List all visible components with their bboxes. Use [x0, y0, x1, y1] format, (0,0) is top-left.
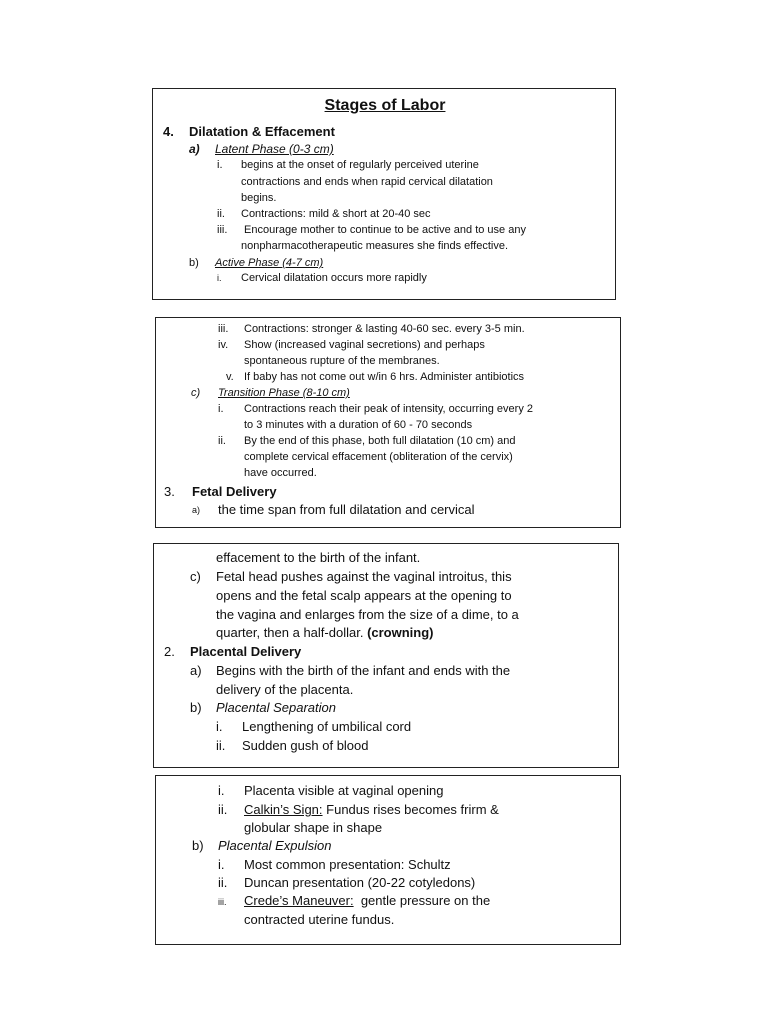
- item-text: opens and the fetal scalp appears at the opening to: [216, 588, 512, 603]
- item-text: contracted uterine fundus.: [244, 912, 395, 927]
- section-heading: Dilatation & Effacement: [189, 124, 335, 139]
- subsection-heading: Latent Phase (0-3 cm): [215, 142, 334, 156]
- subsection-heading: Active Phase (4-7 cm): [215, 257, 324, 269]
- item-text: [244, 803, 499, 816]
- item-text: have occurred.: [244, 467, 317, 479]
- item-text: delivery of the placenta.: [216, 682, 354, 697]
- item-number: i.: [217, 273, 222, 283]
- item-text: begins.: [241, 192, 277, 204]
- item-number: i.: [218, 783, 225, 798]
- item-text: Contractions: mild & short at 20-40 sec: [241, 208, 431, 220]
- item-number: i.: [216, 719, 223, 734]
- item-letter: b): [192, 838, 204, 853]
- item-text: Lengthening of umbilical cord: [242, 719, 412, 734]
- item-text: Sudden gush of blood: [242, 738, 369, 753]
- item-text: Begins with the birth of the infant and ends with the: [216, 663, 511, 678]
- item-text: If baby has not come out w/in 6 hrs. Administer antibiotics: [244, 371, 525, 383]
- item-text-line: Duncan presentation: [244, 875, 368, 890]
- item-number: ii.: [218, 802, 228, 817]
- item-text: Placenta visible at vaginal opening: [244, 783, 444, 798]
- calkins-sign-term: Calkin’s Sign:: [244, 802, 323, 817]
- card-active-transition: [155, 317, 621, 528]
- subsection-letter: a): [189, 142, 200, 156]
- item-text: Encourage mother to continue to be active and to use any: [241, 224, 526, 236]
- item-number: ii.: [216, 738, 226, 753]
- item-text: Show (increased vaginal secretions) and perhaps: [244, 339, 485, 351]
- item-number: ii.: [217, 208, 225, 220]
- cotyledons-note: (20-22 cotyledons): [367, 875, 476, 890]
- schultz-term: Schultz: [408, 857, 451, 872]
- page-title: Stages of Labor: [324, 97, 446, 114]
- card-stages-of-labor: [152, 88, 616, 300]
- section-number: 2.: [164, 644, 175, 659]
- item-text: By the end of this phase, both full dilatation (10 cm) and: [244, 435, 516, 447]
- item-number: iii.: [218, 897, 227, 907]
- item-text: nonpharmacotherapeutic measures she finds effective.: [241, 240, 509, 252]
- item-text: contractions and ends when rapid cervical dilatation: [241, 176, 493, 188]
- item-text: [216, 626, 434, 639]
- item-text: effacement to the birth of the infant.: [216, 550, 421, 565]
- item-letter: c): [190, 569, 201, 584]
- item-text: Contractions reach their peak of intensity, occurring every 2: [244, 403, 533, 415]
- subsection-letter: c): [191, 387, 201, 399]
- item-text-line: gentle pressure on the: [353, 893, 491, 908]
- card-fetal-placental: [153, 543, 619, 768]
- credes-maneuver-term: Crede’s Maneuver:: [244, 893, 354, 908]
- item-text: the time span from full dilatation and cervical: [218, 502, 475, 517]
- item-text: to 3 minutes with a duration of 60 - 70 seconds: [244, 419, 473, 431]
- subsection-heading: Transition Phase (8-10 cm): [218, 387, 350, 399]
- section-heading: Placental Delivery: [190, 644, 302, 659]
- item-text: spontaneous rupture of the membranes.: [244, 355, 440, 367]
- item-number: i.: [218, 403, 224, 415]
- item-number: ii.: [218, 435, 226, 447]
- item-number: iii.: [218, 323, 229, 335]
- section-number: 3.: [164, 484, 175, 499]
- item-number: i.: [217, 159, 223, 171]
- item-text: Cervical dilatation occurs more rapidly: [241, 272, 427, 284]
- item-text: Fetal head pushes against the vaginal introitus, this: [216, 569, 512, 584]
- subsection-letter: b): [189, 257, 199, 269]
- item-number: ii.: [218, 875, 228, 890]
- subsection-heading: Placental Expulsion: [218, 838, 332, 853]
- item-text-line: Most common presentation:: [244, 857, 409, 872]
- item-number: v.: [226, 371, 234, 383]
- item-number: iv.: [218, 339, 229, 351]
- subsection-heading: Placental Separation: [216, 700, 336, 715]
- item-text-line: quarter, then a half-dollar.: [216, 625, 364, 640]
- item-number: i.: [218, 857, 225, 872]
- section-heading: Fetal Delivery: [192, 484, 277, 499]
- crowning-term: (crowning): [367, 625, 434, 640]
- item-text-line: Fundus rises becomes frirm &: [322, 802, 499, 817]
- item-text: [244, 858, 451, 871]
- item-letter: a): [190, 663, 202, 678]
- item-text: begins at the onset of regularly perceived uterine: [241, 159, 479, 171]
- item-number: iii.: [217, 224, 228, 236]
- card-separation-expulsion: [155, 775, 621, 945]
- item-letter: b): [190, 700, 202, 715]
- item-text: [244, 876, 475, 889]
- item-text: [244, 894, 490, 907]
- item-text: globular shape in shape: [244, 820, 383, 835]
- item-text: complete cervical effacement (obliteration of the cervix): [244, 451, 513, 463]
- item-text: Contractions: stronger & lasting 40-60 sec. every 3-5 min.: [244, 323, 525, 335]
- item-letter: a): [192, 505, 201, 515]
- section-number: 4.: [163, 124, 174, 139]
- item-text: the vagina and enlarges from the size of a dime, to a: [216, 607, 519, 622]
